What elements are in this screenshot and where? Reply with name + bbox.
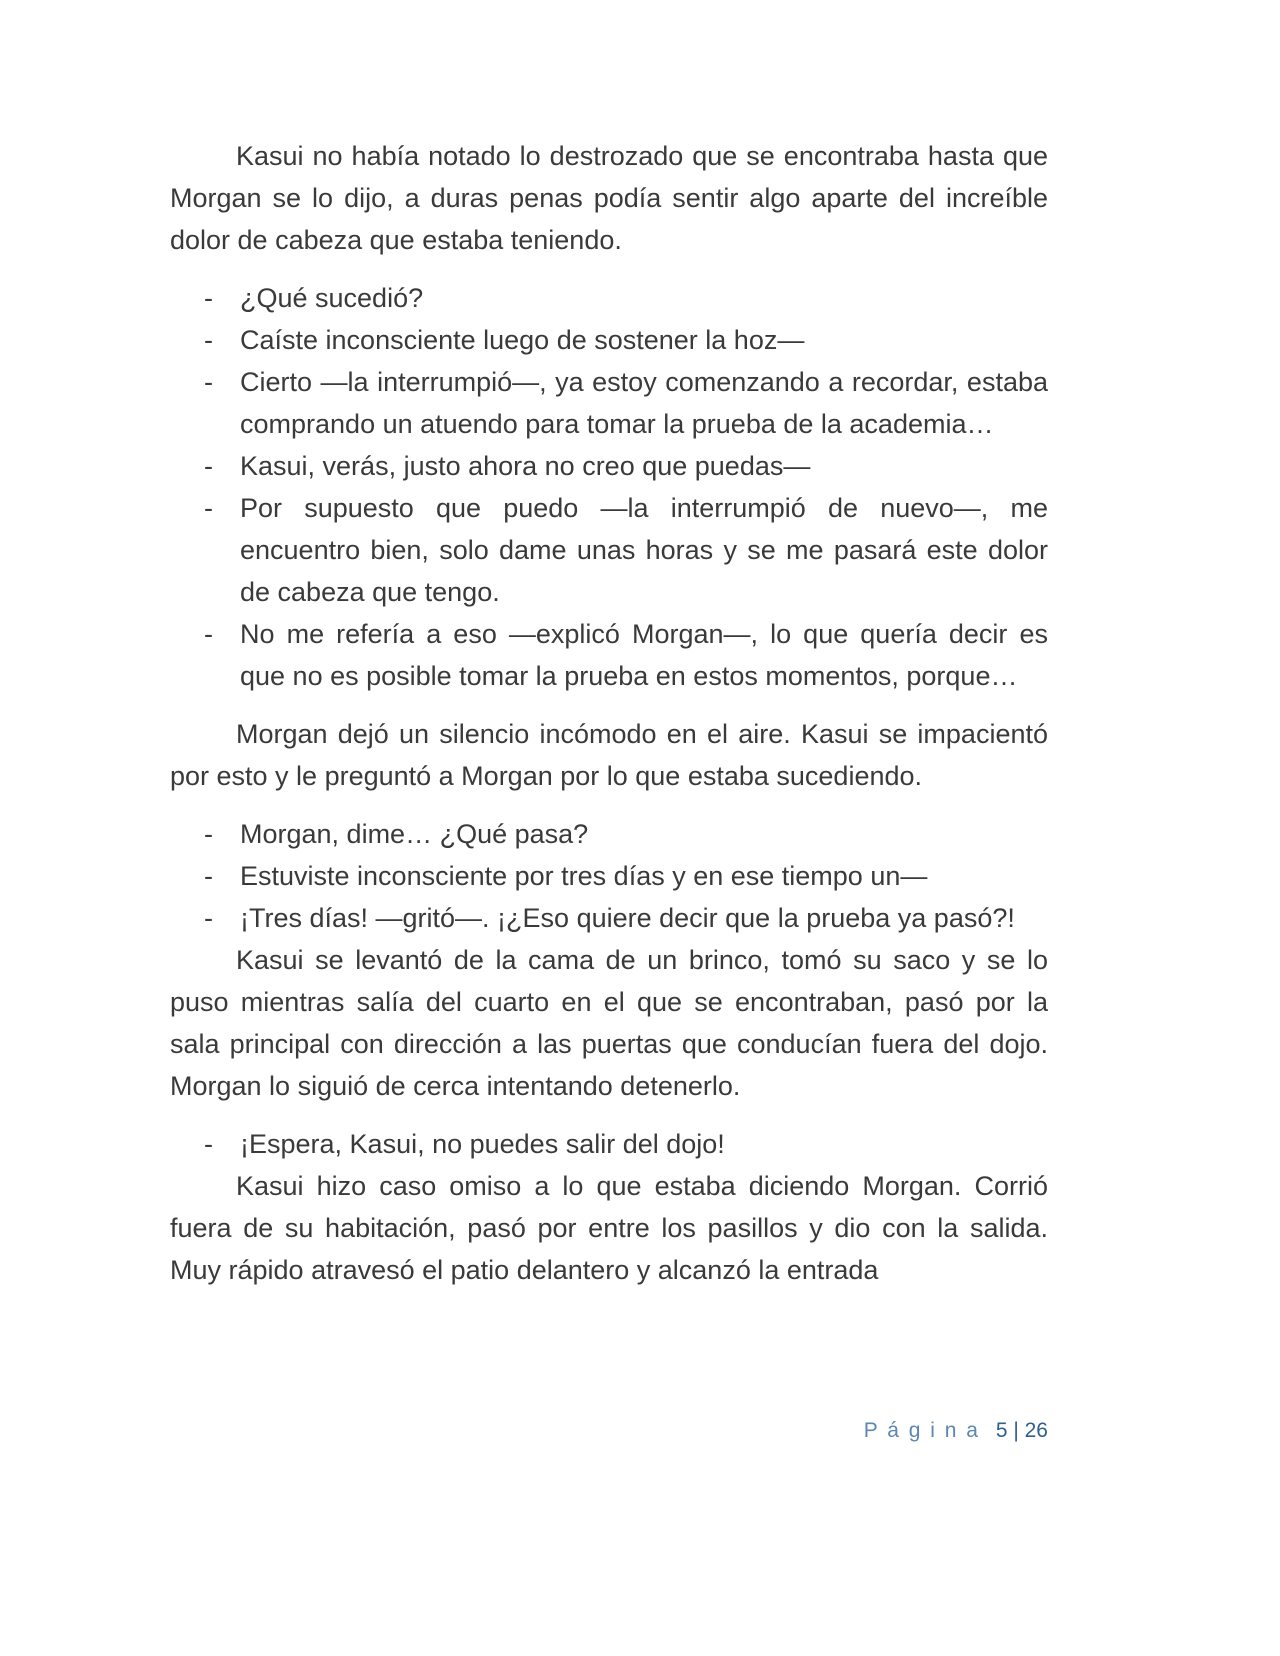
dialogue-item (170, 361, 1048, 445)
dialogue-dash: - (204, 819, 213, 849)
page-content (170, 135, 1048, 1291)
dialogue-text: ¿Qué sucedió? (240, 283, 424, 313)
footer-page-number: 5 | 26 (995, 1419, 1048, 1442)
dialogue-text: Kasui, verás, justo ahora no creo que puedas— (240, 451, 811, 481)
dialogue-list-1 (170, 277, 1048, 697)
paragraph-exit: Kasui hizo caso omiso a lo que estaba diciendo Morgan. Corrió fuera de su habitación, pasó por entre los pasillos y dio con la salida. Muy rápido atravesó el patio delantero y alcanzó la entrada (170, 1171, 1048, 1285)
dialogue-dash: - (204, 325, 213, 355)
dialogue-text: Caíste inconsciente luego de sostener la hoz— (240, 325, 805, 355)
dialogue-list-3 (170, 1123, 1048, 1165)
paragraph-run: Kasui se levantó de la cama de un brinco, tomó su saco y se lo puso mientras salía del cuarto en el que se encontraban, pasó por la sala principal con dirección a las puertas que conducían fuera del dojo. Morgan lo siguió de cerca intentando detenerlo. (170, 945, 1048, 1101)
dialogue-text: Estuviste inconsciente por tres días y en ese tiempo un— (240, 861, 928, 891)
paragraph-intro: Kasui no había notado lo destrozado que se encontraba hasta que Morgan se lo dijo, a duras penas podía sentir algo aparte del increíble dolor de cabeza que estaba teniendo. (170, 141, 1048, 255)
paragraph-silence: Morgan dejó un silencio incómodo en el aire. Kasui se impacientó por esto y le preguntó a Morgan por lo que estaba sucediendo. (170, 719, 1048, 791)
dialogue-dash: - (204, 619, 213, 649)
footer-page-label: P á g i n a (863, 1419, 980, 1442)
dialogue-text: Cierto —la interrumpió—, ya estoy comenzando a recordar, estaba comprando un atuendo para tomar la prueba de la academia… (240, 367, 1048, 439)
dialogue-item (170, 813, 1048, 855)
dialogue-item (170, 319, 1048, 361)
dialogue-dash: - (204, 493, 213, 523)
dialogue-item (170, 445, 1048, 487)
dialogue-dash: - (204, 861, 213, 891)
dialogue-text: Por supuesto que puedo —la interrumpió de nuevo—, me encuentro bien, solo dame unas horas y se me pasará este dolor de cabeza que tengo. (240, 493, 1048, 607)
dialogue-dash: - (204, 451, 213, 481)
dialogue-dash: - (204, 367, 213, 397)
page-footer (864, 1416, 1048, 1446)
dialogue-item (170, 897, 1048, 939)
dialogue-item (170, 277, 1048, 319)
dialogue-item (170, 855, 1048, 897)
dialogue-text: No me refería a eso —explicó Morgan—, lo que quería decir es que no es posible tomar la prueba en estos momentos, porque… (240, 619, 1048, 691)
dialogue-dash: - (204, 283, 213, 313)
dialogue-item (170, 1123, 1048, 1165)
dialogue-text: ¡Espera, Kasui, no puedes salir del dojo! (240, 1129, 725, 1159)
dialogue-dash: - (204, 1129, 213, 1159)
dialogue-dash: - (204, 903, 213, 933)
dialogue-item (170, 487, 1048, 613)
dialogue-item (170, 613, 1048, 697)
dialogue-text: ¡Tres días! —gritó—. ¡¿Eso quiere decir que la prueba ya pasó?! (240, 903, 1015, 933)
dialogue-text: Morgan, dime… ¿Qué pasa? (240, 819, 589, 849)
dialogue-list-2 (170, 813, 1048, 939)
